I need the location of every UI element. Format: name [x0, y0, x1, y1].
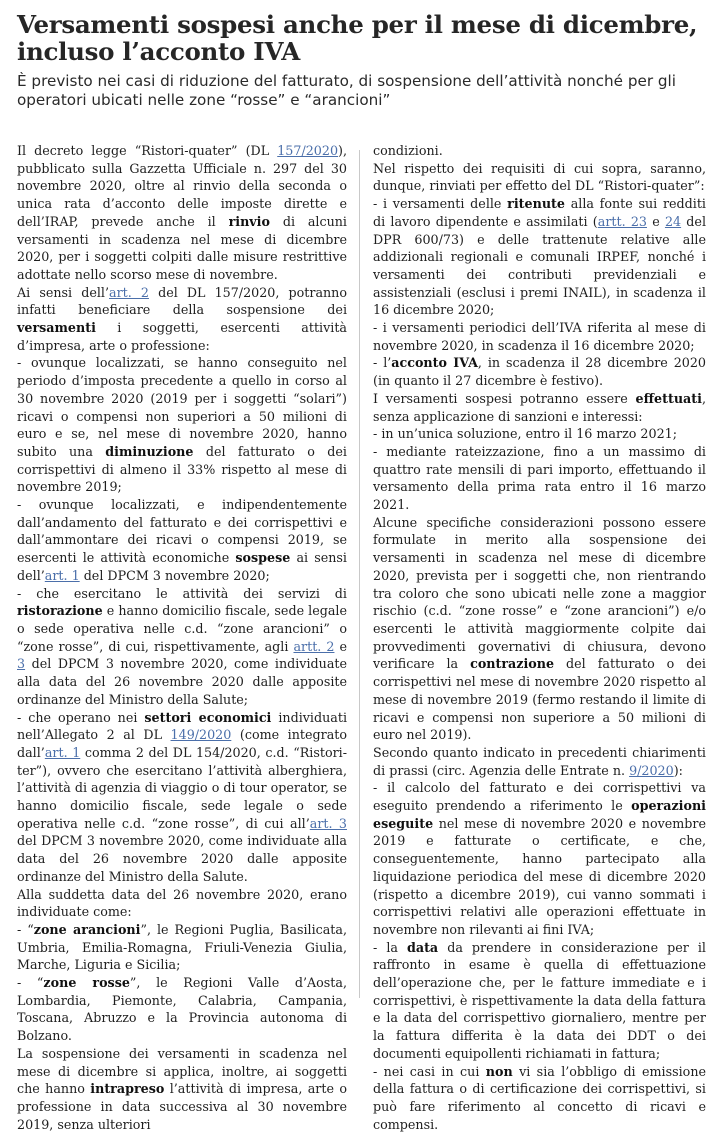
text: l’attività di impresa, arte o professione in data successiva al 30 novembre 2019, senza ulteriori — [17, 1081, 347, 1132]
list-item — [17, 709, 347, 886]
text: - il calcolo del fatturato e dei corrispettivi va eseguito prendendo a riferimento le — [373, 780, 706, 814]
paragraph: condizioni. — [373, 143, 443, 158]
law-link-art-2[interactable]: art. 2 — [109, 284, 149, 300]
bold-text: diminuzione — [105, 443, 194, 459]
article-column-left — [17, 142, 347, 1133]
law-link-art-3[interactable]: art. 3 — [309, 815, 347, 831]
list-item — [17, 585, 347, 709]
list-item — [17, 921, 347, 974]
list-item: - mediante rateizzazione, fino a un massimo di quattro rate mensili di pari importo, effettuando il versamento della prima rata entro il 16 marzo 2021. — [373, 443, 706, 513]
text: - che operano nei — [17, 709, 145, 725]
article-column-right — [373, 142, 706, 1133]
text: La sospensione dei versamenti in scadenza nel mese di dicembre si applica, inoltre, ai soggetti che hanno — [17, 1045, 347, 1097]
text: e — [646, 213, 665, 229]
text: del fatturato o dei corrispettivi di almeno il 33% rispetto al mese di novembre 2019; — [17, 443, 347, 495]
list-item — [373, 779, 706, 938]
bold-text: settori economici — [144, 709, 272, 725]
text: del DPCM 3 novembre 2020, come individuate alla data del 26 novembre 2020 dalle apposite ordinanze del Ministro della Salute. — [17, 833, 347, 884]
paragraph: Nel rispetto dei requisiti di cui sopra, saranno, dunque, rinviati per effetto del DL “Ristori-quater”: — [373, 160, 706, 194]
text: comma 2 del DL 154/2020, c.d. “Ristori-ter”), ovvero che esercitano l’attività alberghiera, l’attività di agenzia di viaggio o di tour operator, se hanno domicilio fiscale, sede legale o sede operativa nelle c.d. “zone rosse”, di cui all’ — [17, 744, 348, 831]
text: , senza applicazione di sanzioni e interessi: — [373, 390, 706, 424]
paragraph — [17, 142, 347, 284]
paragraph: Alla suddetta data del 26 novembre 2020, erano individuate come: — [17, 886, 347, 920]
text: I versamenti sospesi potranno essere — [373, 390, 636, 406]
text: - ovunque localizzati, e indipendentemente dall’andamento del fatturato e dei corrispettivi e dall’ammontare dei ricavi o compensi 2019, se esercenti le attività economiche — [17, 497, 347, 566]
text: del fatturato o dei corrispettivi nel mese di novembre 2020 rispetto al mese di novembre 2019 (fermo restando il limite di ricavi e compensi non superiore a 50 milioni di euro nel 2019). — [373, 656, 706, 743]
text: - ovunque localizzati, se hanno conseguito nel periodo d’imposta precedente a quello in corso al 30 novembre 2020 (2019 per i soggetti “solari”) ricavi o compensi non superiori a 50 milioni di euro e se, nel mese di novembre 2020, hanno subito una — [17, 355, 347, 459]
bold-text: rinvio — [228, 213, 270, 229]
text: - “ — [17, 975, 44, 991]
text: alla fonte sui redditi di lavoro dipendente e assimilati ( — [373, 196, 706, 229]
bold-text: ristorazione — [17, 603, 103, 619]
law-link-art-1[interactable]: art. 1 — [44, 567, 80, 583]
text: ), pubblicato sulla Gazzetta Ufficiale n. 297 del 30 novembre 2020, oltre al rinvio della seconda o unica rata d’acconto delle imposte dirette e dell’IRAP, prevede anche il — [17, 143, 347, 229]
text: Il decreto legge “Ristori-quater” (DL — [17, 143, 278, 158]
bold-text: contrazione — [470, 656, 555, 672]
bold-text: intrapreso — [90, 1081, 165, 1097]
article-subtitle: È previsto nei casi di riduzione del fatturato, di sospensione dell’attività nonché per gli operatori ubicati nelle zone “rosse” e “arancioni” — [17, 72, 676, 109]
paragraph — [373, 514, 706, 744]
text: da prendere in considerazione per il raffronto in esame è quella di effettuazione dell’operazione che, per le fatture immediate e i corrispettivi, è rispettivamente la data della fattura e la data del corrispettivo giornaliero, mentre per la fattura differita è la data dei DDT o dei documenti equipollenti richiamati in fattura; — [373, 939, 706, 1061]
article-title: Versamenti sospesi anche per il mese di dicembre, incluso l’acconto IVA — [17, 10, 698, 66]
text: Ai sensi dell’ — [17, 284, 109, 300]
paragraph — [17, 1045, 347, 1133]
text: - i versamenti delle — [373, 196, 508, 212]
paragraph — [373, 390, 706, 425]
bold-text: effettuati — [635, 390, 702, 406]
text: del DPR 600/73) e delle trattenute relative alle addizionali regionali e comunali IRPEF, nonché i versamenti dei contributi previdenziali e assistenziali (esclusi i premi INAIL), in scadenza il 16 dicembre 2020; — [373, 213, 706, 318]
text: - “ — [17, 921, 34, 937]
bold-text: sospese — [235, 550, 291, 566]
text: ): — [673, 762, 683, 778]
list-item — [373, 939, 706, 1063]
list-item — [373, 195, 706, 319]
circular-link-9-2020[interactable]: 9/2020 — [629, 762, 674, 778]
list-item — [17, 974, 347, 1045]
text: , in scadenza il 28 dicembre 2020 (in quanto il 27 dicembre è festivo). — [373, 355, 706, 389]
text: ”, le Regioni Puglia, Basilicata, Umbria, Emilia-Romagna, Friuli-Venezia Giulia, Marche, Liguria e Sicilia; — [17, 921, 347, 973]
text: del DPCM 3 novembre 2020; — [79, 567, 270, 583]
list-item: - in un’unica soluzione, entro il 16 marzo 2021; — [373, 426, 677, 442]
text: di alcuni versamenti in scadenza nel mese di dicembre 2020, per i soggetti colpiti dalle misure restrittive adottate nello scorso mese di novembre. — [17, 213, 347, 282]
text: nel mese di novembre 2020 e novembre 2019 e fatturate o certificate, e che, conseguentemente, hanno partecipato alla liquidazione periodica del mese di dicembre 2020 (rispetto a dicembre 2019), cui vanno sommati i corrispettivi relativi alle operazioni effettuate in novembre non rilevanti ai fini IVA; — [373, 815, 706, 937]
law-link-art-1[interactable]: art. 1 — [44, 744, 81, 760]
text: individuati nell’Allegato 2 al DL — [17, 709, 348, 743]
list-item — [17, 496, 347, 585]
law-link-dl-149-2020[interactable]: 149/2020 — [170, 727, 232, 743]
text: e — [334, 638, 348, 654]
bold-text: acconto IVA — [391, 355, 478, 371]
text: ”, le Regioni Valle d’Aosta, Lombardia, Piemonte, Calabria, Campania, Toscana, Abruzzo e la Provincia autonoma di Bolzano. — [17, 975, 348, 1044]
text: del DL 157/2020, potranno infatti beneficiare della sospensione dei — [17, 284, 347, 318]
law-link-artt-23[interactable]: artt. 23 — [597, 213, 647, 229]
list-item — [17, 354, 347, 496]
text: - l’ — [373, 355, 392, 371]
bold-text: operazioni eseguite — [373, 798, 706, 831]
law-link-artt-2[interactable]: artt. 2 — [293, 638, 335, 654]
paragraph — [17, 284, 347, 355]
law-link-dl-157-2020[interactable]: 157/2020 — [277, 143, 339, 158]
text: e hanno domicilio fiscale, sede legale o sede operativa nelle c.d. “zone arancioni” o “zone rosse”, di cui, rispettivamente, agli — [17, 603, 347, 654]
text: ai sensi dell’ — [17, 550, 347, 583]
text: Alcune specifiche considerazioni possono essere formulate in merito alla sospensione dei versamenti in scadenza nel mese di dicembre 2020, prevista per i soggetti che, non rientrando tra coloro che sono ubicati nelle zone a maggior rischio (c.d. “zone rosse” e “zone arancioni”) e/o esercenti le attività maggiormente colpite dai provvedimenti governativi di chiusura, devono verificare la — [373, 514, 706, 672]
law-link-art-3[interactable]: 3 — [17, 656, 26, 672]
list-item — [373, 1063, 706, 1133]
law-link-24[interactable]: 24 — [664, 213, 682, 229]
text: - la — [373, 939, 407, 955]
text: del DPCM 3 novembre 2020, come individuate alla data del 26 novembre 2020 dalle apposite ordinanze del Ministro della Salute; — [17, 656, 347, 707]
bold-text: zone arancioni — [33, 921, 141, 937]
text: Secondo quanto indicato in precedenti chiarimenti di prassi (circ. Agenzia delle Entrate n. — [373, 744, 706, 778]
bold-text: versamenti — [17, 320, 96, 336]
column-divider — [359, 150, 360, 998]
bold-text: ritenute — [507, 196, 565, 212]
text: - nei casi in cui — [373, 1063, 486, 1079]
text: vi sia l’obbligo di emissione della fattura o di certificazione dei corrispettivi, si può fare riferimento al concetto di ricavi e compensi. — [373, 1063, 706, 1132]
text: (come integrato dall’ — [17, 727, 347, 760]
bold-text: zone rosse — [43, 975, 130, 991]
text: - che esercitano le attività dei servizi di — [17, 585, 347, 601]
text: i soggetti, esercenti attività d’impresa, arte o professione: — [17, 320, 347, 353]
bold-text: non — [485, 1063, 513, 1079]
paragraph — [373, 744, 706, 779]
list-item — [373, 354, 706, 389]
bold-text: data — [406, 939, 439, 955]
list-item: - i versamenti periodici dell’IVA riferita al mese di novembre 2020, in scadenza il 16 dicembre 2020; — [373, 320, 706, 353]
